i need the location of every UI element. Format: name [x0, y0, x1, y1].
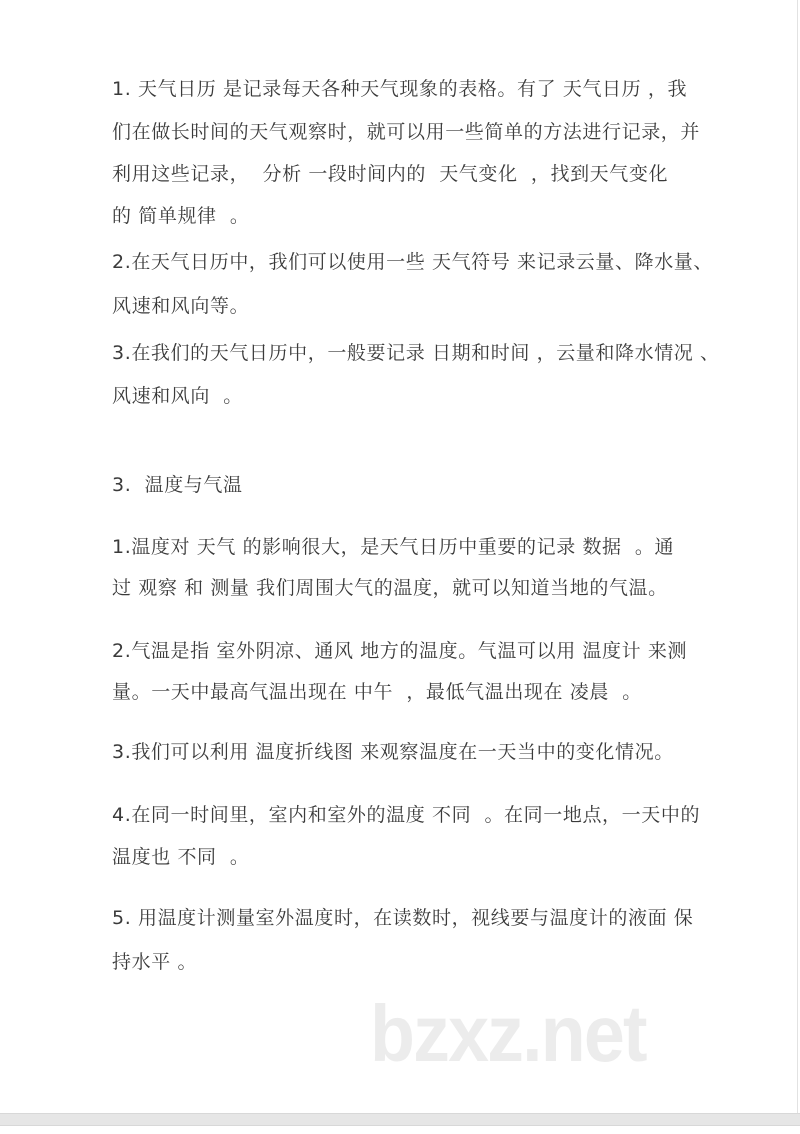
text-line: 2.气温是指 室外阴凉、通风 地方的温度。气温可以用 温度计 来测: [112, 640, 688, 662]
text-line: 1. 天气日历 是记录每天各种天气现象的表格。有了 天气日历 ，我: [112, 78, 688, 100]
text-line: 利用这些记录， 分析 一段时间内的 天气变化 ，找到天气变化: [112, 163, 669, 185]
text-line: 们在做长时间的天气观察时，就可以用一些简单的方法进行记录，并: [112, 121, 701, 143]
text-line: 3.在我们的天气日历中，一般要记录 日期和时间 ，云量和降水情况 、: [112, 342, 720, 364]
text-line: 风速和风向等。: [112, 295, 250, 317]
text-line: 的 简单规律 。: [112, 205, 250, 227]
text-line: 温度也 不同 。: [112, 846, 250, 868]
text-line: 风速和风向 。: [112, 385, 243, 407]
text-line: 1.温度对 天气 的影响很大，是天气日历中重要的记录 数据 。通: [112, 536, 675, 558]
watermark: bzxz.net: [370, 989, 646, 1078]
text-line: 3.我们可以利用 温度折线图 来观察温度在一天当中的变化情况。: [112, 741, 674, 763]
text-line: 持水平 。: [112, 951, 198, 973]
text-line: 量。一天中最高气温出现在 中午 ，最低气温出现在 凌晨 。: [112, 681, 642, 703]
text-line: 2.在天气日历中，我们可以使用一些 天气符号 来记录云量、降水量、: [112, 251, 714, 273]
text-line: 过 观察 和 测量 我们周围大气的温度，就可以知道当地的气温。: [112, 577, 668, 599]
section-heading: 3. 温度与气温: [112, 474, 243, 496]
text-line: 5. 用温度计测量室外温度时，在读数时，视线要与温度计的液面 保: [112, 907, 694, 929]
page-separator: [0, 1113, 800, 1126]
text-line: 4.在同一时间里，室内和室外的温度 不同 。在同一地点，一天中的: [112, 804, 701, 826]
